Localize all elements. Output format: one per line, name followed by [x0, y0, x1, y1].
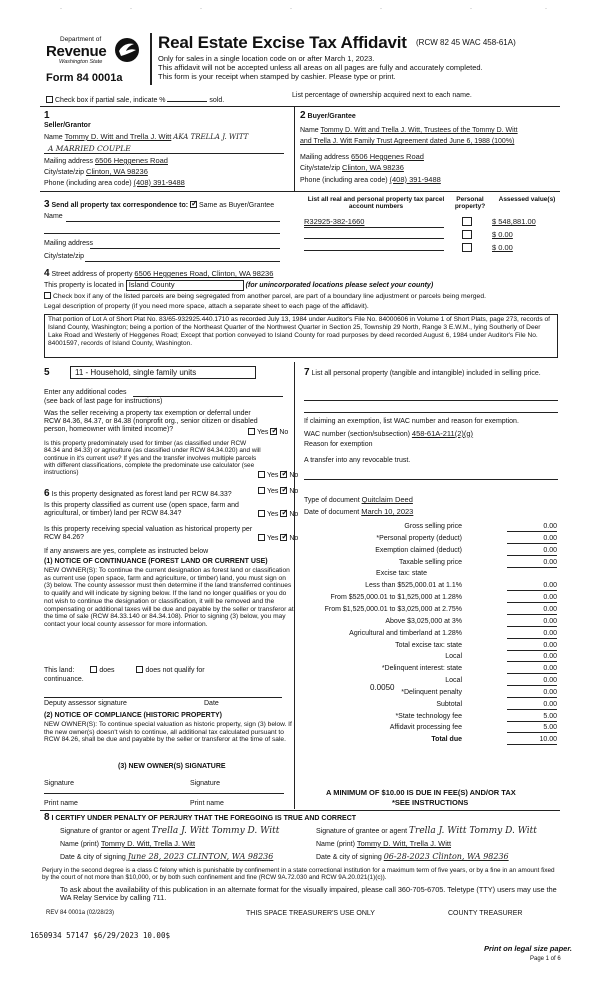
exemption-label: If claiming an exemption, list WAC number and reason for exemption.	[304, 418, 519, 425]
historic-question: Is this property receiving special valuation as historical property per RCW 84.26?	[44, 526, 253, 542]
segregate-row: Check box if any of the listed parcels are being segregated from another parcel, are part of a boundary line adjustment or parcels being merged.	[44, 292, 486, 301]
tax-row-value[interactable]: 0.00	[507, 594, 557, 603]
section7-heading: 7 List all personal property (tangible and intangible) included in selling price.	[304, 367, 541, 378]
grantee-signature[interactable]: Trella J. Witt Tommy D. Witt	[409, 826, 537, 836]
assessed-value[interactable]: $ 0.00	[492, 243, 513, 252]
buyer-phone-row: Phone (including area code) (408) 391-9488	[300, 175, 441, 184]
parcel-number[interactable]: R32925-382-1660	[304, 217, 365, 226]
tax-row	[302, 570, 557, 581]
wac-number[interactable]: 458-61A-211(2)(g)	[411, 429, 474, 438]
tax-row	[302, 523, 557, 534]
grantor-date-city[interactable]: June 28, 2023 CLINTON, WA 98236	[127, 852, 274, 861]
washington-logo-icon	[112, 36, 142, 64]
new-owner-signature-title: (3) NEW OWNER(S) SIGNATURE	[118, 763, 226, 770]
ownership-note: List percentage of ownership acquired next to each name.	[292, 92, 472, 99]
tax-row-label: Local	[445, 653, 462, 661]
grantor-signature-row: Signature of grantor or agent Trella J. Witt Tommy D. Witt	[60, 826, 280, 836]
exemption-yes-no: Yes ✓ No	[248, 428, 288, 437]
tax-row-label: Excise tax: state	[376, 570, 427, 578]
partial-sale-label: Check box if partial sale, indicate %	[55, 97, 166, 104]
county-select[interactable]: Island County	[126, 280, 244, 291]
reason-label: Reason for exemption	[304, 441, 373, 448]
seller-name-handwritten: AKA TRELLA J. WITT	[173, 133, 249, 141]
tax-row-value[interactable]: 0.00	[507, 559, 557, 568]
timber-question: Is this property predominately used for timber (as classified under RCW 84.34 and 84.33) or agriculture (as classified under RCW 84.34.020) and will continue in it's current use? If yes and the transfer involves multiple parcels with different classifications, complete the predominate use calculator (see instructions)	[44, 440, 261, 477]
tax-row-label: From $525,000.01 to $1,525,000 at 1.28%	[330, 594, 462, 602]
timber-yes-no: Yes ✓ No	[258, 471, 298, 480]
tax-row-value[interactable]: 0.00	[507, 606, 557, 615]
see-instructions: *SEE INSTRUCTIONS	[392, 798, 469, 807]
notice-continuance-title: (1) NOTICE OF CONTINUANCE (FOREST LAND OR CURRENT USE)	[44, 558, 268, 565]
yes-checkbox[interactable]	[248, 428, 255, 435]
dept-line1: Department of	[60, 36, 102, 43]
document-date[interactable]: March 10, 2023	[361, 507, 414, 516]
no-checkbox[interactable]	[280, 510, 287, 517]
minimum-due-note: A MINIMUM OF $10.00 IS DUE IN FEE(S) AND/OR TAX	[326, 788, 516, 797]
tax-row	[302, 736, 557, 747]
tax-row-label: *State technology fee	[395, 712, 462, 720]
tax-row-value[interactable]: 0.00	[507, 535, 557, 544]
this-land-row: This land: does does not qualify for	[44, 667, 205, 674]
buyer-name-line2[interactable]: and Trella J. Witt Family Trust Agreement dated June 6, 1988 (100%)	[300, 138, 515, 145]
grantor-signature[interactable]: Trella J. Witt Tommy D. Witt	[151, 826, 280, 836]
tax-row	[302, 713, 557, 724]
divider	[40, 106, 560, 107]
seller-phone[interactable]: (408) 391-9488	[133, 178, 185, 187]
legal-label: Legal description of property (if you need more space, attach a separate sheet to each page of the affidavit).	[44, 303, 369, 310]
rcw-reference: (RCW 82 45 WAC 458-61A)	[416, 38, 516, 47]
assessed-value[interactable]: $ 548,881.00	[492, 217, 536, 226]
forest-question-row: 6 Is this property designated as forest land per RCW 84.33?	[44, 488, 232, 499]
segregate-checkbox[interactable]	[44, 292, 51, 299]
grantee-print-name[interactable]: Tommy D. Witt, Trella J. Witt	[356, 839, 452, 848]
exemption-question: Was the seller receiving a property tax exemption or deferral under RCW 84.36, 84.37, or 84.38 (nonprofit org., senior citizen or disabled person, homeowner with limited income)?	[44, 410, 258, 434]
land-use-code[interactable]: 11 - Household, single family units	[70, 366, 256, 379]
tax-row-label: Total due	[431, 736, 462, 744]
tax-row	[302, 724, 557, 735]
personal-property-col-header: Personal property?	[454, 196, 486, 211]
forest-yes-no: Yes ✓ No	[258, 487, 298, 496]
wac-row: WAC number (section/subsection) 458-61A-211(2)(g)	[304, 429, 474, 438]
current-use-question: Is this property classified as current use (open space, farm and agricultural, or timber) land per RCW 84.34?	[44, 502, 239, 518]
tax-row-value[interactable]: 0.00	[507, 523, 557, 532]
buyer-name[interactable]: Tommy D. Witt and Trella J. Witt, Trustees of the Tommy D. Witt	[320, 127, 518, 134]
grantor-name-row: Name (print) Tommy D. Witt, Trella J. Witt	[60, 839, 196, 848]
seller-name[interactable]: Tommy D. Witt and Trella J. Witt	[64, 132, 172, 141]
page-number: Page 1 of 6	[530, 956, 561, 962]
tax-row-label: Taxable selling price	[398, 558, 462, 566]
grantee-date-city[interactable]: 06-28-2023 Clinton, WA 98236	[383, 852, 509, 861]
if-yes-note: If any answers are yes, complete as instructed below	[44, 548, 209, 555]
yes-checkbox[interactable]	[258, 471, 265, 478]
additional-codes-note: (see back of last page for instructions)	[44, 398, 163, 405]
tax-row	[302, 653, 557, 664]
notice-continuance-text: NEW OWNER(S): To continue the current designation as forest land or classification as current use (open space, farm and agriculture, or timber) land, you must sign on (3) below. The county assessor must then determine if the land transferred continues to qualify and will indicate by signing below. If the land no longer qualifies or you do not wish to continue the designation or classification, it will be removed and the compensating or additional taxes will be due and payable by the seller or transferor at the time of sale (RCW 84.33.140 or 84.34.108). Prior to signing (3) below, you may contact your local county assessor for more information.	[44, 567, 294, 628]
assessed-value-col-header: Assessed value(s)	[498, 196, 556, 203]
tax-row	[302, 547, 557, 558]
partial-sale-checkbox[interactable]	[46, 96, 53, 103]
buyer-phone[interactable]: (408) 391-9488	[389, 175, 441, 184]
current-use-yes-no: Yes ✓ No	[258, 510, 298, 519]
form-title: Real Estate Excise Tax Affidavit	[158, 33, 407, 52]
assessed-value[interactable]: $ 0.00	[492, 230, 513, 239]
tax-row-label: Exemption claimed (deduct)	[375, 546, 462, 554]
grantee-name-row: Name (print) Tommy D. Witt, Trella J. Witt	[316, 839, 452, 848]
personal-property-checkbox[interactable]	[462, 243, 472, 252]
parcels-col-header: List all real and personal property tax parcel account numbers	[307, 196, 445, 211]
legal-description[interactable]: That portion of Lot A of Short Plat No. 83/65-932925.440.1710 as recorded July 13, 1984 under Auditor's File No. 84000606 in Volume 1 of Short Plats, page 273, records of Island County, Washington; being a portion of the Northeast Quarter of the Northwest Quarter in Section 25, Township 29 North, Range 3 E.W.M., lying Southerly of Deer Lake Road and Westerly of Heggenes Road; Except that portion conveyed to Island County for road purposes by deed recorded August 6, 1984 under Auditor's File No. 84001597, records of Island County, Washington.	[44, 314, 558, 358]
notice-line1: Only for sales in a single location code on or after March 1, 2023.	[158, 54, 375, 63]
tax-row-value[interactable]: 0.00	[507, 653, 557, 662]
tax-row	[302, 618, 557, 629]
continuance-label: continuance.	[44, 676, 84, 683]
seller-city-row: City/state/zip Clinton, WA 98236	[44, 167, 148, 176]
tax-row-label: Agricultural and timberland at 1.28%	[349, 629, 462, 637]
corr-mailing-label: Mailing address	[44, 240, 94, 247]
tax-row-value[interactable]: 0.00	[507, 642, 557, 651]
tax-row-label: *Delinquent penalty	[401, 688, 462, 696]
buyer-mailing[interactable]: 6506 Heggenes Road	[350, 152, 424, 161]
tax-row	[302, 701, 557, 712]
deputy-date-label: Date	[204, 700, 219, 707]
tax-row-label: Affidavit processing fee	[389, 724, 462, 732]
buyer-city[interactable]: Clinton, WA 98236	[342, 163, 404, 172]
seller-name-handwritten2: A MARRIED COUPLE	[48, 144, 131, 153]
yes-checkbox[interactable]	[258, 510, 265, 517]
exemption-reason[interactable]: A transfer into any revocable trust.	[304, 457, 411, 464]
tax-row	[302, 689, 557, 700]
buyer-heading: 2 Buyer/Grantee	[300, 110, 356, 121]
tax-row-label: Total excise tax: state	[395, 641, 462, 649]
no-checkbox[interactable]	[270, 428, 277, 435]
tax-row	[302, 630, 557, 641]
tax-row-value[interactable]: 0.00	[507, 701, 557, 710]
street-row: 4 Street address of property 6506 Heggenes Road, Clinton, WA 98236	[44, 268, 274, 279]
personal-property-checkbox[interactable]	[462, 217, 472, 226]
signature-label-1: Signature	[44, 780, 74, 787]
seller-phone-row: Phone (including area code) (408) 391-9488	[44, 178, 185, 187]
same-as-buyer-checkbox[interactable]	[190, 201, 197, 208]
correspondence-heading: 3 Send all property tax correspondence to: ✓ Same as Buyer/Grantee	[44, 199, 274, 211]
document-type[interactable]: Quitclaim Deed	[361, 495, 413, 504]
buyer-mailing-row: Mailing address 6506 Heggenes Road	[300, 152, 424, 161]
tax-row-value[interactable]: 0.00	[507, 582, 557, 591]
tax-row-label: Subtotal	[436, 700, 462, 708]
tax-row-value[interactable]: 0.00	[507, 689, 557, 698]
additional-codes-label: Enter any additional codes	[44, 389, 127, 396]
tax-row-label: *Delinquent interest: state	[381, 665, 462, 673]
tax-row-value[interactable]: 0.00	[507, 630, 557, 639]
cashier-stamp: 1650934 57147 $6/29/2023 10.00$	[30, 931, 170, 940]
tax-row-value[interactable]: 0.00	[507, 665, 557, 674]
no-checkbox[interactable]	[280, 471, 287, 478]
yes-checkbox[interactable]	[258, 534, 265, 541]
corr-city-label: City/state/zip	[44, 253, 85, 260]
tax-row-label: Gross selling price	[404, 523, 462, 530]
tax-row-label: Less than $525,000.01 at 1.1%	[365, 582, 462, 590]
seller-mailing[interactable]: 6506 Heggenes Road	[94, 156, 168, 165]
doc-type-row: Type of document Quitclaim Deed	[304, 495, 413, 504]
signature-label-2: Signature	[190, 780, 220, 787]
partial-sale-row	[46, 96, 224, 105]
notice-compliance-text: NEW OWNER(S): To continue special valuation as historic property, sign (3) below. If the new owner(s) doesn't wish to continue, all additional tax calculated pursuant to RCW 84.26, shall be due and payable by the seller or transferor at the time of sale.	[44, 721, 292, 744]
tax-row-label: Local	[445, 677, 462, 685]
county-treasurer-label: COUNTY TREASURER	[448, 910, 523, 917]
grantee-signature-row: Signature of grantee or agent Trella J. Witt Tommy D. Witt	[316, 826, 537, 836]
tax-row-value[interactable]: 0.00	[507, 677, 557, 686]
treasurer-space-label: THIS SPACE TREASURER'S USE ONLY	[246, 910, 375, 917]
no-checkbox[interactable]	[280, 487, 287, 494]
tax-row-label: *Personal property (deduct)	[376, 534, 462, 542]
doc-date-row: Date of document March 10, 2023	[304, 507, 414, 516]
tax-row-value[interactable]: 0.00	[507, 547, 557, 556]
grantor-print-name[interactable]: Tommy D. Witt, Trella J. Witt	[100, 839, 196, 848]
tax-row-value[interactable]: 5.00	[507, 713, 557, 722]
perjury-notice: Perjury in the second degree is a class C felony which is punishable by confinement in a state correctional institution for a maximum term of five years, or by a fine in an amount fixed by the court of not more than $10,000, or by both such confinement and fine (RCW 9A.72.030 and RCW 9A.20.021(1)(c)).	[42, 867, 555, 882]
historic-yes-no: Yes ✓ No	[258, 534, 298, 543]
tax-row-label: From $1,525,000.01 to $3,025,000 at 2.75%	[324, 605, 462, 613]
notice-line2: This affidavit will not be accepted unless all areas on all pages are fully and accurately completed.	[158, 63, 483, 72]
tax-row	[302, 582, 557, 593]
form-number: Form 84 0001a	[46, 72, 123, 84]
tax-row	[302, 559, 557, 570]
seller-heading-label: Seller/Grantor	[44, 122, 91, 129]
corr-name-label: Name	[44, 213, 63, 220]
notice-compliance-title: (2) NOTICE OF COMPLIANCE (HISTORIC PROPERTY)	[44, 712, 222, 719]
grantor-date-row: Date & city of signing June 28, 2023 CLINTON, WA 98236	[60, 852, 274, 861]
deputy-signature-label: Deputy assessor signature	[44, 700, 127, 707]
tax-row	[302, 606, 557, 617]
header-divider	[150, 33, 152, 85]
tax-row-label: Above $3,025,000 at 3%	[385, 617, 462, 625]
dept-line2: Revenue	[46, 43, 107, 60]
dept-line3: Washington State	[59, 59, 103, 65]
tax-row-value[interactable]: 0.00	[507, 618, 557, 627]
grantee-date-row: Date & city of signing 06-28-2023 Clinton, WA 98236	[316, 852, 509, 861]
no-checkbox[interactable]	[280, 534, 287, 541]
tax-row	[302, 594, 557, 605]
tax-row-value[interactable]: 10.00	[507, 736, 557, 745]
does-not-checkbox[interactable]	[136, 666, 143, 673]
tax-row	[302, 642, 557, 653]
does-checkbox[interactable]	[90, 666, 97, 673]
certify-heading: 8 I CERTIFY UNDER PENALTY OF PERJURY THAT THE FOREGOING IS TRUE AND CORRECT	[44, 812, 357, 823]
personal-property-checkbox[interactable]	[462, 230, 472, 239]
street-address[interactable]: 6506 Heggenes Road, Clinton, WA 98236	[134, 269, 274, 278]
legal-paper-note: Print on legal size paper.	[484, 944, 572, 953]
buyer-city-row: City/state/zip Clinton, WA 98236	[300, 163, 404, 172]
revision-label: REV 84 0001a (02/28/23)	[46, 910, 115, 916]
located-row: This property is located in Island County (for unincorporated locations please select your county)	[44, 280, 434, 289]
seller-city[interactable]: Clinton, WA 98236	[86, 167, 148, 176]
buyer-name-row: Name Tommy D. Witt and Trella J. Witt, Trustees of the Tommy D. Witt	[300, 127, 518, 134]
tax-row	[302, 665, 557, 676]
print-name-label-2: Print name	[190, 800, 224, 807]
yes-checkbox[interactable]	[258, 487, 265, 494]
local-rate: 0.0050	[370, 683, 395, 692]
seller-name-row: Name Tommy D. Witt and Trella J. Witt AKA TRELLA J. WITT	[44, 132, 249, 141]
print-name-label-1: Print name	[44, 800, 78, 807]
section5-num: 5	[44, 367, 50, 378]
seller-mailing-row: Mailing address 6506 Heggenes Road	[44, 156, 168, 165]
partial-sale-suffix: sold.	[209, 97, 225, 104]
tax-row	[302, 677, 557, 688]
tax-row	[302, 535, 557, 546]
partial-sale-percent-field[interactable]	[167, 101, 207, 102]
tax-row-value[interactable]: 5.00	[507, 724, 557, 733]
seller-heading: 1	[44, 110, 50, 121]
notice-line3: This form is your receipt when stamped by cashier. Please type or print.	[158, 72, 396, 81]
alt-format-notice: To ask about the availability of this publication in an alternate format for the visually impaired, please call 360-705-6705. Teletype (TTY) users may use the WA Relay Service by calling 711.	[60, 885, 557, 903]
